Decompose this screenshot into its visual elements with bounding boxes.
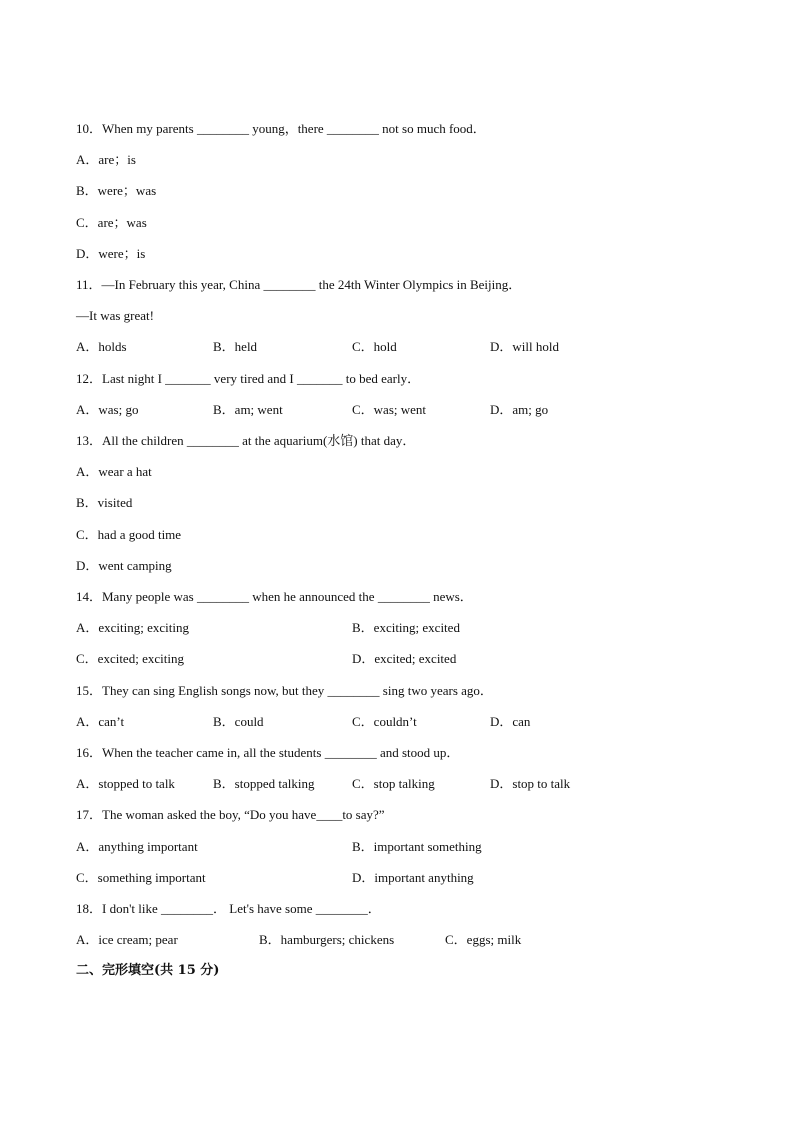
question-11-stem: 11．—In February this year, China ________ the 24th Winter Olympics in Beijing．	[76, 277, 522, 292]
question-18-stem: 18．I don't like ________． Let's have some ________．	[76, 901, 381, 916]
q18-option-c: C．eggs; milk	[445, 932, 522, 947]
q15-option-c: C．couldn’t	[352, 714, 417, 729]
q14-option-b: B．exciting; excited	[352, 620, 460, 635]
q12-option-d: D．am; go	[490, 402, 549, 417]
q15-option-d: D．can	[490, 714, 531, 729]
q13-option-c: C．had a good time	[76, 527, 182, 542]
q10-option-a: A．are；is	[76, 152, 136, 167]
q13-option-d: D．went camping	[76, 558, 172, 573]
q15-option-b: B．could	[213, 714, 264, 729]
q17-option-b: B．important something	[352, 839, 482, 854]
question-17-stem: 17．The woman asked the boy, “Do you have____to say?”	[76, 807, 385, 822]
q14-option-a: A．exciting; exciting	[76, 620, 190, 635]
q16-option-b: B．stopped talking	[213, 776, 315, 791]
q13-option-b: B．visited	[76, 495, 133, 510]
q12-option-a: A．was; go	[76, 402, 139, 417]
q11-option-a: A．holds	[76, 339, 127, 354]
q16-option-d: D．stop to talk	[490, 776, 571, 791]
section-2-heading: 二、完形填空(共 15 分)	[76, 963, 220, 978]
question-10-stem: 10．When my parents ________ young，there ________ not so much food．	[76, 121, 486, 136]
q17-option-c: C．something important	[76, 870, 206, 885]
q11-option-c: C．hold	[352, 339, 397, 354]
q14-option-d: D．excited; excited	[352, 651, 457, 666]
question-12-stem: 12．Last night I _______ very tired and I _______ to bed early．	[76, 371, 421, 386]
q14-option-c: C．excited; exciting	[76, 651, 184, 666]
question-11-reply: —It was great!	[76, 308, 154, 323]
question-15-stem: 15．They can sing English songs now, but they ________ sing two years ago．	[76, 683, 493, 698]
q10-option-b: B．were；was	[76, 183, 157, 198]
question-13-stem: 13．All the children ________ at the aquarium(水馆) that day．	[76, 433, 416, 448]
q12-option-b: B．am; went	[213, 402, 283, 417]
q10-option-c: C．are；was	[76, 215, 147, 230]
q10-option-d: D．were；is	[76, 246, 146, 261]
q16-option-a: A．stopped to talk	[76, 776, 175, 791]
question-14-stem: 14．Many people was ________ when he announced the ________ news．	[76, 589, 473, 604]
q11-option-d: D．will hold	[490, 339, 559, 354]
q18-option-b: B．hamburgers; chickens	[259, 932, 395, 947]
q11-option-b: B．held	[213, 339, 258, 354]
question-16-stem: 16．When the teacher came in, all the students ________ and stood up．	[76, 745, 460, 760]
q12-option-c: C．was; went	[352, 402, 427, 417]
q17-option-d: D．important anything	[352, 870, 474, 885]
q18-option-a: A．ice cream; pear	[76, 932, 178, 947]
q15-option-a: A．can’t	[76, 714, 125, 729]
q16-option-c: C．stop talking	[352, 776, 435, 791]
q17-option-a: A．anything important	[76, 839, 198, 854]
q13-option-a: A．wear a hat	[76, 464, 152, 479]
